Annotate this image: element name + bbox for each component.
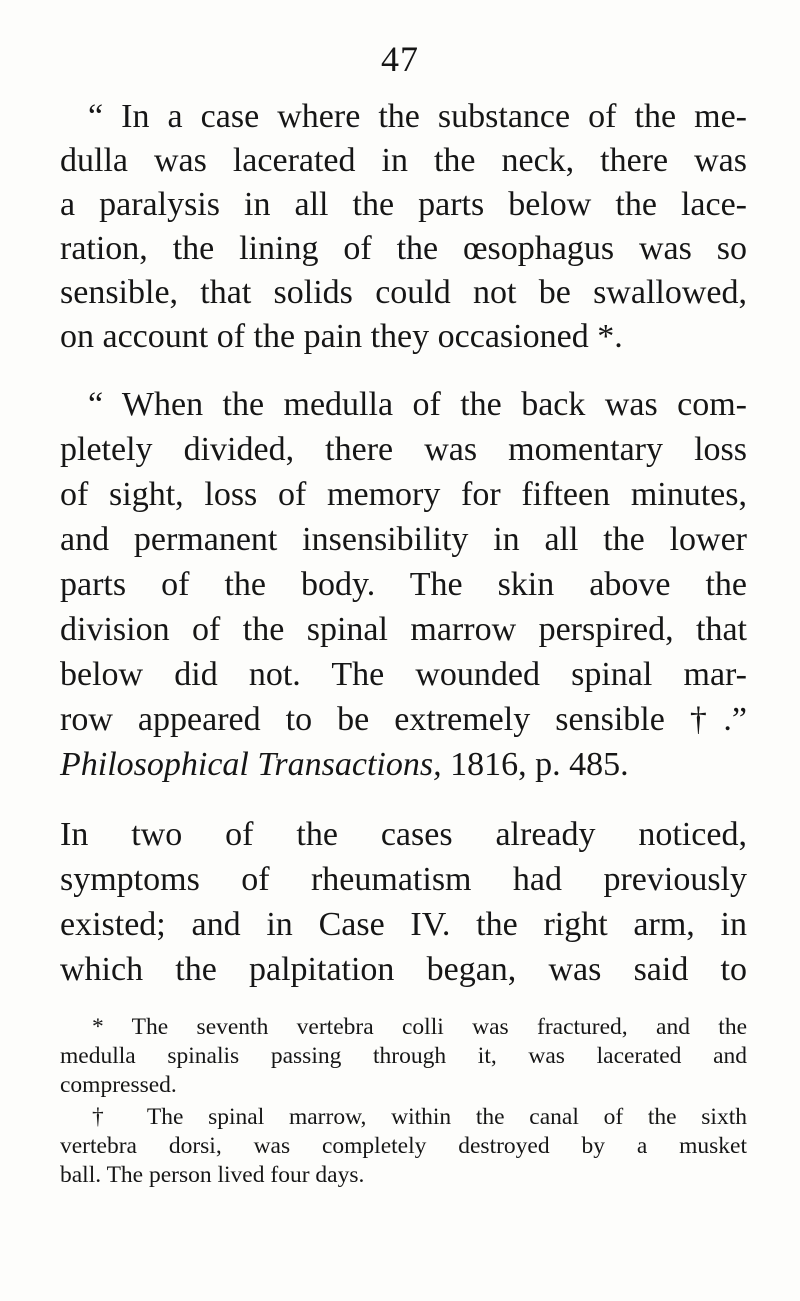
citation-line (60, 744, 747, 786)
footnote-line: * The seventh vertebra colli was fractured, and the (92, 1014, 747, 1040)
text-line: of sight, loss of memory for fifteen minutes, (60, 476, 747, 513)
text-line: symptoms of rheumatism had previously (60, 861, 747, 898)
text-line: dulla was lacerated in the neck, there was (60, 142, 747, 179)
text-line: parts of the body. The skin above the (60, 566, 747, 603)
text-line: “ In a case where the substance of the me- (88, 98, 747, 135)
text-line: a paralysis in all the parts below the lace- (60, 186, 747, 223)
citation-details: 1816, p. 485. (441, 746, 629, 783)
text-line: below did not. The wounded spinal mar- (60, 656, 747, 693)
text-line: division of the spinal marrow perspired, that (60, 611, 747, 648)
text-line: which the palpitation began, was said to (60, 951, 747, 988)
footnote-line: † The spinal marrow, within the canal of the sixth (92, 1104, 747, 1130)
text-line: and permanent insensibility in all the lower (60, 521, 747, 558)
footnote-line: vertebra dorsi, was completely destroyed by a musket (60, 1133, 747, 1159)
text-line: pletely divided, there was momentary loss (60, 431, 747, 468)
text-line: on account of the pain they occasioned *. (60, 318, 623, 355)
text-line: sensible, that solids could not be swallowed, (60, 274, 747, 311)
text-line: “ When the medulla of the back was com- (88, 386, 747, 423)
text-line: existed; and in Case IV. the right arm, in (60, 906, 747, 943)
footnote-line: compressed. (60, 1072, 177, 1098)
text-line: ration, the lining of the œsophagus was so (60, 230, 747, 267)
citation-title: Philosophical Transactions, (60, 746, 442, 783)
page-number: 47 (381, 39, 419, 79)
text-line: row appeared to be extremely sensible †.” (60, 701, 747, 738)
footnote-line: ball. The person lived four days. (60, 1162, 365, 1188)
footnote-line: medulla spinalis passing through it, was lacerated and (60, 1043, 747, 1069)
text-line: In two of the cases already noticed, (60, 816, 747, 853)
